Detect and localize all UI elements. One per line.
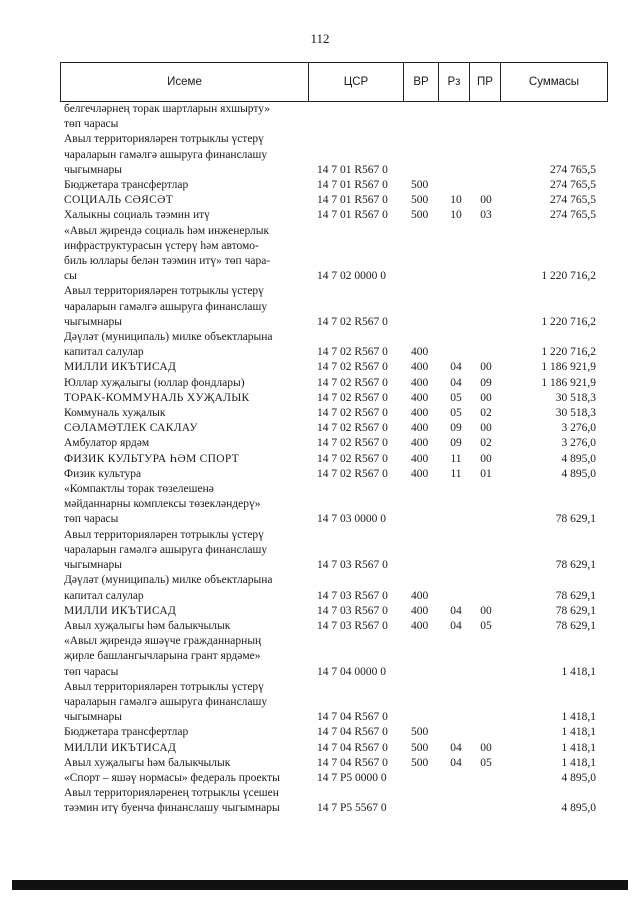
cell-name: Авыл территорияләрен тотрыклы үстерү чараларын гамәлгә ашыруга финанслашу чыгымнары <box>64 528 268 572</box>
cell-vr: 500 <box>411 209 429 222</box>
cell-rz: 05 <box>450 407 462 420</box>
cell-name: Бюджетара трансфертлар <box>64 726 189 739</box>
table-row <box>60 756 608 771</box>
cell-sum: 1 220 716,2 <box>541 315 596 328</box>
cell-name: «Авыл җирендә яшәүче гражданнарның җирле башлангычларына грант ярдәме» төп чарасы <box>64 635 262 678</box>
table-row <box>60 436 608 451</box>
cell-vr: 500 <box>411 179 429 192</box>
page-number: 112 <box>310 31 330 46</box>
table-row <box>60 771 608 786</box>
table-row <box>60 224 608 285</box>
header-rz: Рз <box>438 63 469 101</box>
cell-sum: 3 276,0 <box>561 437 596 450</box>
cell-sum: 3 276,0 <box>561 422 596 435</box>
header-vr: ВР <box>403 63 438 101</box>
cell-rz: 09 <box>450 422 462 435</box>
cell-csr: 14 7 01 R567 0 <box>317 163 388 176</box>
table-row <box>60 360 608 375</box>
table-row <box>60 132 608 178</box>
cell-csr: 14 7 03 0000 0 <box>317 513 386 526</box>
cell-rz: 05 <box>450 391 462 404</box>
cell-pr: 05 <box>480 619 492 632</box>
cell-rz: 04 <box>450 361 462 374</box>
cell-pr: 00 <box>480 361 492 374</box>
cell-sum: 1 220 716,2 <box>541 346 596 359</box>
header-name: Исеме <box>167 76 202 88</box>
cell-sum: 1 418,1 <box>561 756 596 769</box>
cell-csr: 14 7 01 R567 0 <box>317 179 388 192</box>
cell-sum: 78 629,1 <box>555 589 596 602</box>
table-row <box>60 452 608 467</box>
cell-vr: 400 <box>411 407 429 420</box>
table-row <box>60 528 608 574</box>
cell-csr: 14 7 04 R567 0 <box>317 741 388 754</box>
header-pr: ПР <box>469 63 500 101</box>
cell-vr: 500 <box>411 741 429 754</box>
cell-sum: 274 765,5 <box>550 209 596 222</box>
cell-csr: 14 7 P5 0000 0 <box>317 771 387 784</box>
cell-sum: 1 220 716,2 <box>541 270 596 283</box>
cell-vr: 500 <box>411 194 429 207</box>
cell-sum: 274 765,5 <box>550 194 596 207</box>
cell-csr: 14 7 02 0000 0 <box>317 270 386 283</box>
cell-vr: 400 <box>411 619 429 632</box>
cell-csr: 14 7 03 R567 0 <box>317 619 388 632</box>
cell-csr: 14 7 02 R567 0 <box>317 407 388 420</box>
cell-vr: 400 <box>411 346 429 359</box>
cell-rz: 11 <box>450 452 462 465</box>
cell-sum: 4 895,0 <box>561 771 596 784</box>
cell-name: Авыл хуҗалыгы һәм балыкчылык <box>64 756 231 769</box>
cell-csr: 14 7 04 R567 0 <box>317 726 388 739</box>
table-row <box>60 725 608 740</box>
cell-rz: 11 <box>450 467 462 480</box>
cell-name: Дәүләт (муниципаль) милке объектларына капитал салулар <box>64 574 273 602</box>
cell-vr: 400 <box>411 361 429 374</box>
cell-name: «Спорт – яшәү нормасы» федераль проекты <box>64 771 280 784</box>
scan-edge <box>12 880 628 890</box>
cell-rz: 04 <box>450 756 462 769</box>
cell-rz: 04 <box>450 741 462 754</box>
table-row <box>60 786 608 816</box>
table-row <box>60 482 608 528</box>
cell-rz: 04 <box>450 604 462 617</box>
table-row <box>60 421 608 436</box>
cell-pr: 02 <box>480 407 492 420</box>
cell-sum: 4 895,0 <box>561 452 596 465</box>
table-row <box>60 102 608 132</box>
cell-name: Авыл территорияләрен тотрыклы үстерү чараларын гамәлгә ашыруга финанслашу чыгымнары <box>64 680 268 724</box>
cell-name: СӘЛАМӘТЛЕК САКЛАУ <box>64 422 198 435</box>
table-row <box>60 619 608 634</box>
cell-sum: 30 518,3 <box>555 407 596 420</box>
cell-sum: 1 418,1 <box>561 665 596 678</box>
cell-csr: 14 7 03 R567 0 <box>317 589 388 602</box>
cell-csr: 14 7 01 R567 0 <box>317 194 388 207</box>
cell-csr: 14 7 02 R567 0 <box>317 346 388 359</box>
cell-name: Коммуналь хуҗалык <box>64 407 166 420</box>
cell-csr: 14 7 03 R567 0 <box>317 604 388 617</box>
table-row <box>60 193 608 208</box>
cell-name: белгечләрнең торак шартларын яхшырту» төп чарасы <box>64 103 271 131</box>
table-row <box>60 573 608 603</box>
table-row <box>60 634 608 680</box>
cell-pr: 09 <box>480 376 492 389</box>
cell-rz: 04 <box>450 619 462 632</box>
cell-sum: 4 895,0 <box>561 802 596 815</box>
cell-vr: 400 <box>411 604 429 617</box>
cell-name: Халыкны социаль тәэмин итү <box>64 209 210 222</box>
cell-csr: 14 7 02 R567 0 <box>317 437 388 450</box>
cell-name: СОЦИАЛЬ СӘЯСӘТ <box>64 194 174 207</box>
cell-pr: 00 <box>480 194 492 207</box>
cell-vr: 400 <box>411 467 429 480</box>
cell-sum: 30 518,3 <box>555 391 596 404</box>
cell-pr: 02 <box>480 437 492 450</box>
cell-sum: 1 186 921,9 <box>541 361 596 374</box>
table-row <box>60 376 608 391</box>
cell-name: ТОРАК-КОММУНАЛЬ ХУҖАЛЫК <box>64 391 250 404</box>
cell-csr: 14 7 P5 5567 0 <box>317 802 387 815</box>
table-row <box>60 741 608 756</box>
cell-csr: 14 7 02 R567 0 <box>317 391 388 404</box>
table-row <box>60 208 608 223</box>
cell-csr: 14 7 03 R567 0 <box>317 559 388 572</box>
cell-vr: 400 <box>411 452 429 465</box>
cell-csr: 14 7 02 R567 0 <box>317 422 388 435</box>
cell-pr: 01 <box>480 467 492 480</box>
cell-pr: 00 <box>480 741 492 754</box>
cell-sum: 4 895,0 <box>561 467 596 480</box>
table-row <box>60 330 608 360</box>
cell-name: МИЛЛИ ИКЪТИСАД <box>64 361 177 374</box>
cell-pr: 05 <box>480 756 492 769</box>
cell-name: Авыл хуҗалыгы һәм балыкчылык <box>64 619 231 632</box>
cell-pr: 00 <box>480 391 492 404</box>
cell-pr: 00 <box>480 422 492 435</box>
cell-name: МИЛЛИ ИКЪТИСАД <box>64 604 177 617</box>
cell-pr: 03 <box>480 209 492 222</box>
cell-name: Амбулатор ярдәм <box>64 437 150 450</box>
cell-csr: 14 7 02 R567 0 <box>317 361 388 374</box>
cell-name: «Авыл җирендә социаль һәм инженерлык инфраструктурасын үстерү һәм автомо- биль юллары белән тәэмин итү» төп чара- сы <box>64 224 271 283</box>
cell-name: Авыл территорияләрен тотрыклы үстерү чараларын гамәлгә ашыруга финанслашу чыгымнары <box>64 285 268 328</box>
cell-name: «Компактлы торак төзелешенә мәйданнарны комплексы төзекләндерү» төп чарасы <box>64 483 261 526</box>
cell-vr: 500 <box>411 756 429 769</box>
cell-sum: 78 629,1 <box>555 604 596 617</box>
cell-name: МИЛЛИ ИКЪТИСАД <box>64 741 177 754</box>
cell-rz: 09 <box>450 437 462 450</box>
header-sum: Суммасы <box>500 63 607 101</box>
cell-vr: 400 <box>411 391 429 404</box>
cell-sum: 274 765,5 <box>550 163 596 176</box>
table-row <box>60 680 608 726</box>
table-row <box>60 406 608 421</box>
cell-vr: 500 <box>411 726 429 739</box>
cell-csr: 14 7 01 R567 0 <box>317 209 388 222</box>
table-header <box>60 62 608 102</box>
table-row <box>60 604 608 619</box>
cell-vr: 400 <box>411 589 429 602</box>
cell-name: Юллар хуҗалыгы (юллар фондлары) <box>64 376 245 389</box>
cell-csr: 14 7 02 R567 0 <box>317 452 388 465</box>
cell-pr: 00 <box>480 604 492 617</box>
cell-sum: 1 186 921,9 <box>541 376 596 389</box>
cell-sum: 78 629,1 <box>555 619 596 632</box>
cell-csr: 14 7 04 0000 0 <box>317 665 386 678</box>
cell-name: Дәүләт (муниципаль) милке объектларына капитал салулар <box>64 331 273 359</box>
cell-name: Физик культура <box>64 467 142 480</box>
table-row <box>60 178 608 193</box>
cell-csr: 14 7 02 R567 0 <box>317 376 388 389</box>
cell-sum: 78 629,1 <box>555 513 596 526</box>
cell-pr: 00 <box>480 452 492 465</box>
cell-vr: 400 <box>411 437 429 450</box>
cell-name: ФИЗИК КУЛЬТУРА ҺӘМ СПОРТ <box>64 452 240 465</box>
cell-csr: 14 7 04 R567 0 <box>317 711 388 724</box>
cell-name: Авыл территорияләренең тотрыклы үсешен тәэмин итү буенча финанслашу чыгымнары <box>64 787 280 815</box>
cell-csr: 14 7 04 R567 0 <box>317 756 388 769</box>
cell-name: Бюджетара трансфертлар <box>64 179 189 192</box>
cell-name: Авыл территорияләрен тотрыклы үстерү чараларын гамәлгә ашыруга финанслашу чыгымнары <box>64 133 268 176</box>
cell-rz: 10 <box>450 194 462 207</box>
table-body <box>60 102 608 817</box>
cell-vr: 400 <box>411 376 429 389</box>
table-row <box>60 391 608 406</box>
cell-sum: 1 418,1 <box>561 711 596 724</box>
cell-csr: 14 7 02 R567 0 <box>317 467 388 480</box>
cell-vr: 400 <box>411 422 429 435</box>
cell-sum: 1 418,1 <box>561 741 596 754</box>
cell-rz: 04 <box>450 376 462 389</box>
cell-rz: 10 <box>450 209 462 222</box>
table-row <box>60 284 608 330</box>
cell-sum: 1 418,1 <box>561 726 596 739</box>
cell-sum: 78 629,1 <box>555 559 596 572</box>
table-row <box>60 467 608 482</box>
cell-sum: 274 765,5 <box>550 179 596 192</box>
header-csr: ЦСР <box>308 63 403 101</box>
cell-csr: 14 7 02 R567 0 <box>317 315 388 328</box>
budget-table <box>60 62 608 817</box>
